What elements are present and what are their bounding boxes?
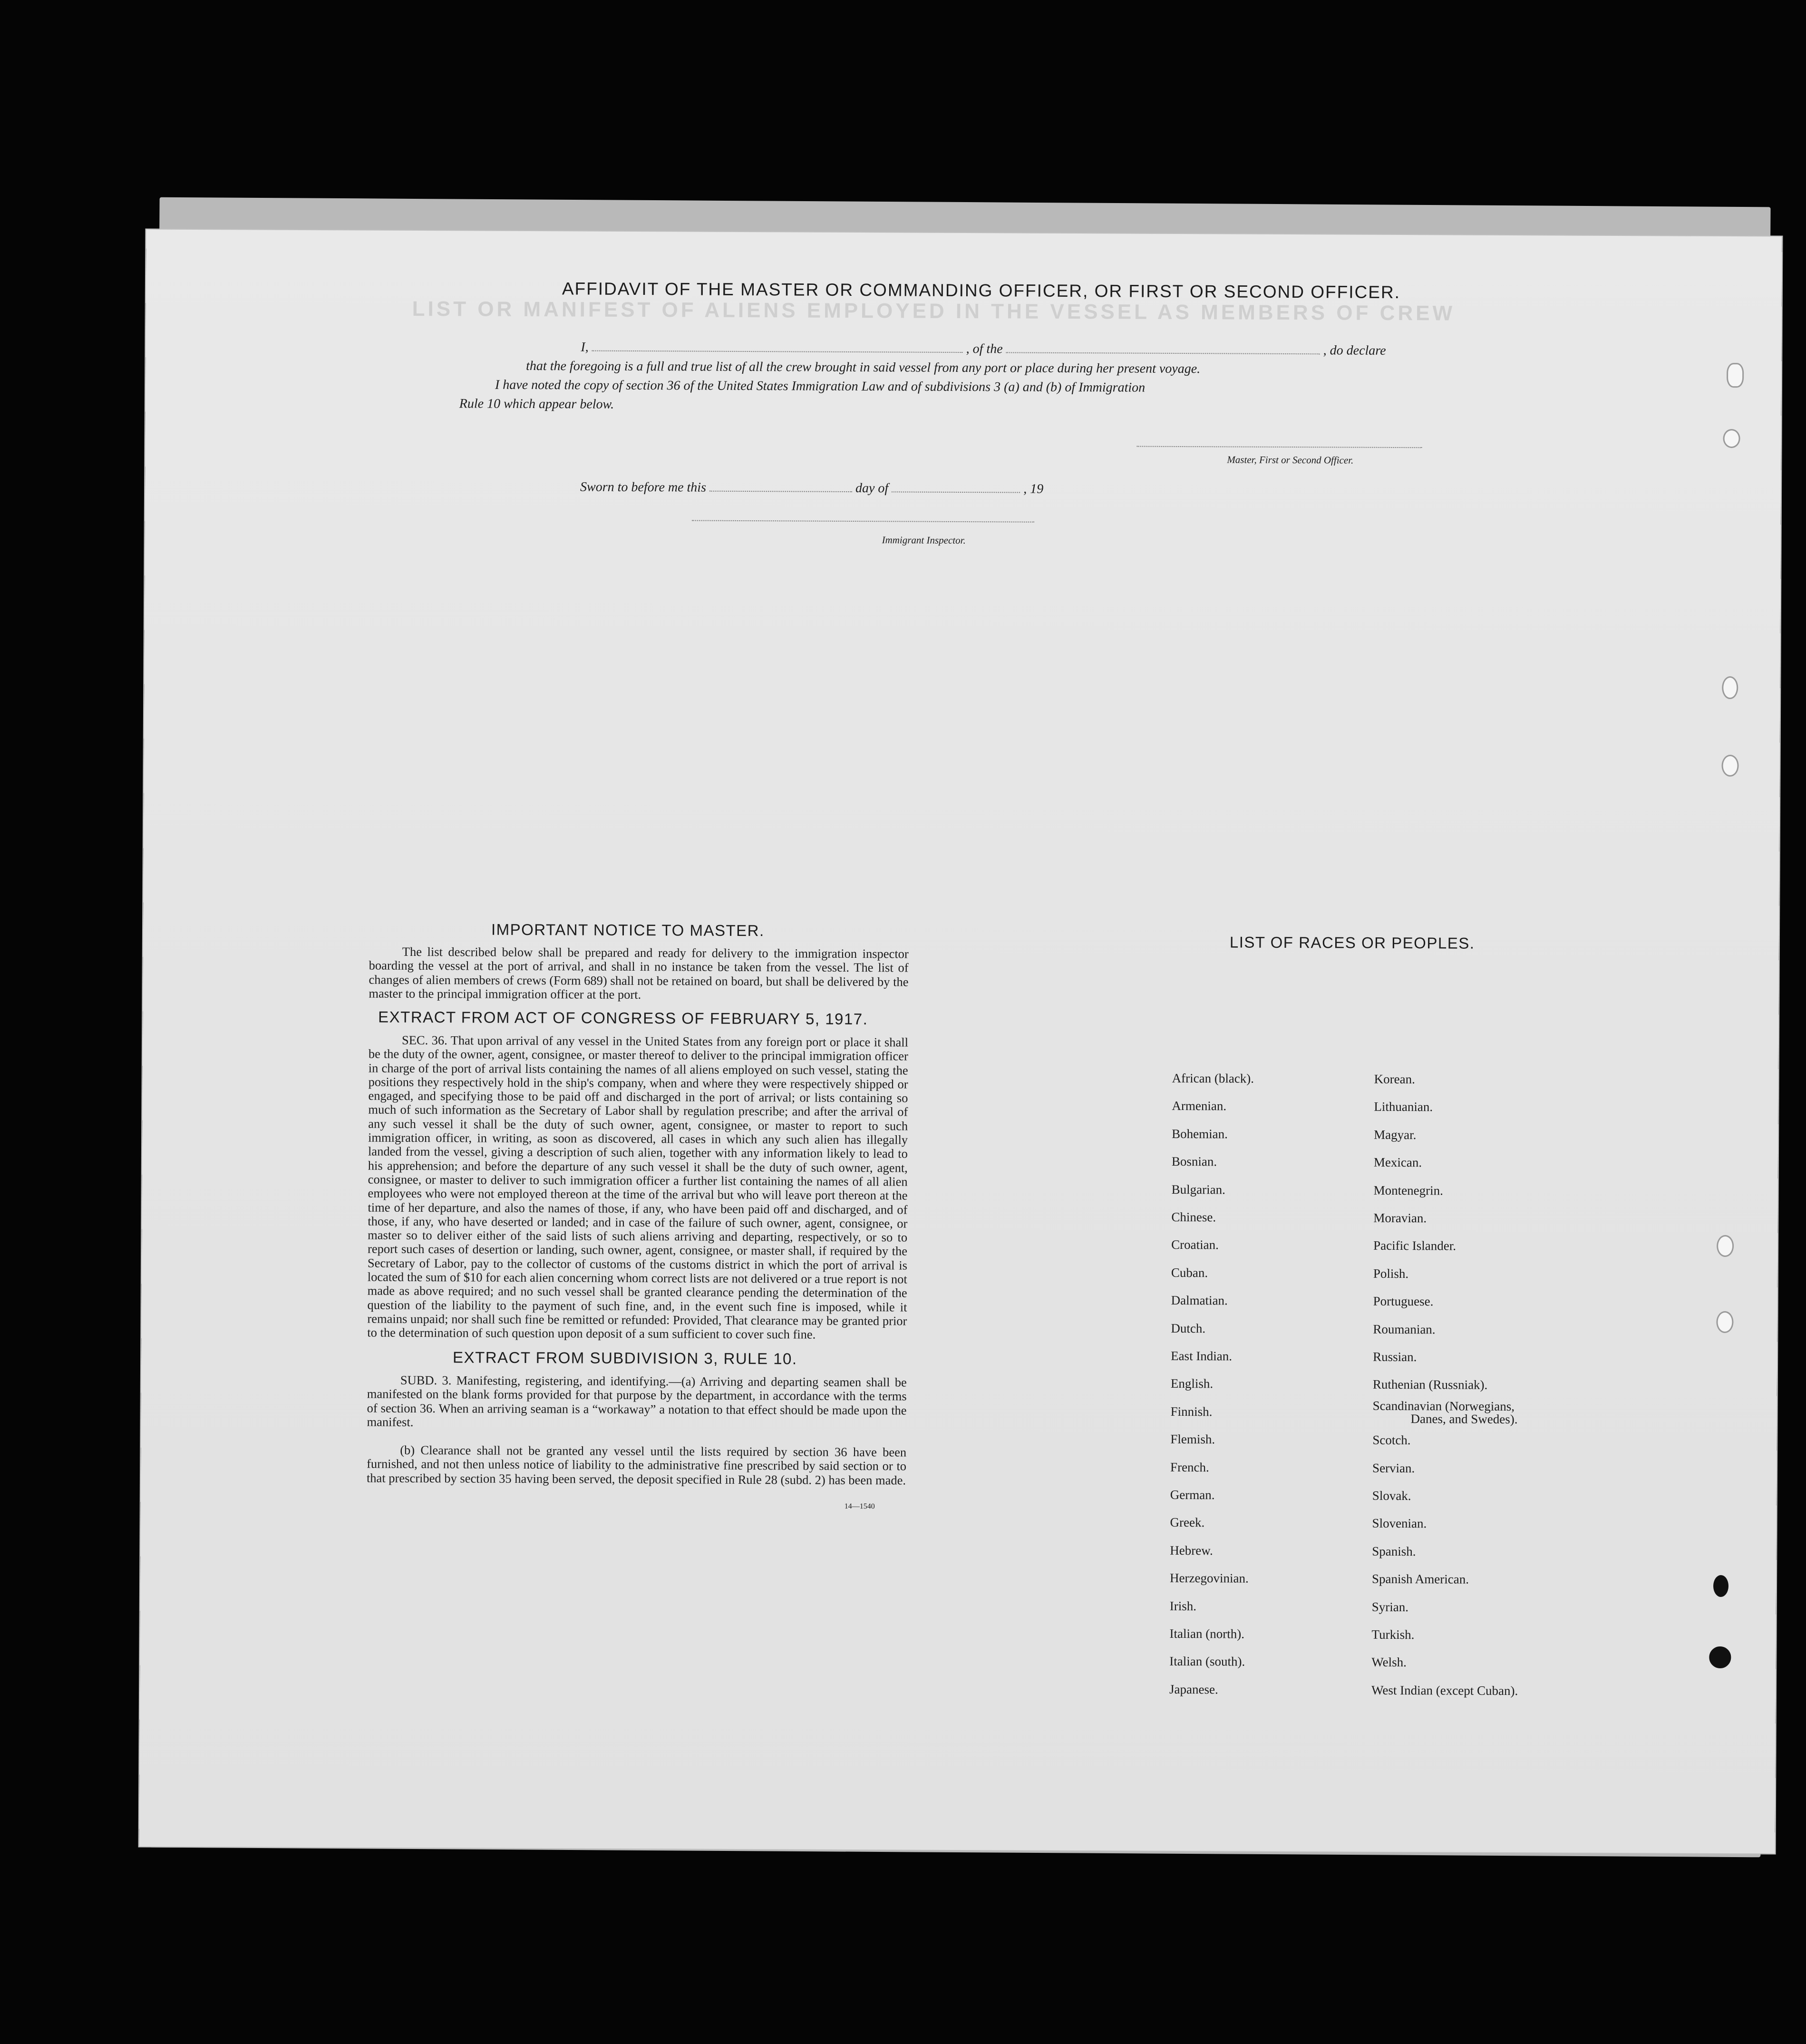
- race-item: Cuban.: [1171, 1265, 1208, 1280]
- binder-hole: [1709, 1646, 1731, 1668]
- sworn-label: Sworn to before me this: [580, 479, 707, 495]
- race-item: Herzegovinian.: [1170, 1571, 1249, 1586]
- race-item: Scandinavian (Norwegians, Danes, and Swedes).: [1372, 1398, 1518, 1426]
- race-item: African (black).: [1172, 1071, 1254, 1086]
- inspector-signature-line[interactable]: [692, 517, 1034, 523]
- race-item: Polish.: [1373, 1266, 1409, 1281]
- extract-rule-text-a: SUBD. 3. Manifesting, registering, and identifying.—(a) Arriving and departing seamen shall be manifested on the blank forms provided for that purpose by the department, in accordance with the terms of section 36. When an arriving seaman is a “workaway” a notation to that effect should be made upon the manifest.: [367, 1372, 907, 1429]
- race-item: Ruthenian (Russniak).: [1372, 1377, 1488, 1392]
- race-item: Italian (south).: [1169, 1654, 1245, 1669]
- race-item: Armenian.: [1172, 1099, 1227, 1113]
- race-item: Syrian.: [1371, 1599, 1409, 1614]
- binder-hole: [1716, 1311, 1733, 1333]
- race-item: Irish.: [1169, 1598, 1197, 1613]
- race-item: Pacific Islander.: [1373, 1238, 1456, 1253]
- binder-hole: [1713, 1575, 1728, 1597]
- extract-act-title: EXTRACT FROM ACT OF CONGRESS OF FEBRUARY 5, 1917.: [378, 1008, 868, 1028]
- affidavit-declare-label: , do declare: [1323, 343, 1386, 358]
- races-title: LIST OF RACES OR PEOPLES.: [1229, 933, 1475, 952]
- race-item: Korean.: [1374, 1071, 1415, 1087]
- inspector-label: Immigrant Inspector.: [882, 534, 966, 546]
- extract-rule-text-b: (b) Clearance shall not be granted any vessel until the lists required by section 36 have been furnished, and not then unless notice of liability to the administrative fine prescribed by said section or to that prescribed by section 35 having been served, the deposit specified in Rule 28 (subd. 2) has been made.: [366, 1442, 907, 1488]
- bleed-through-text: LIST OR MANIFEST OF ALIENS EMPLOYED IN THE VESSEL AS MEMBERS OF CREW: [412, 297, 1456, 325]
- race-item: Japanese.: [1169, 1682, 1218, 1697]
- race-item: West Indian (except Cuban).: [1371, 1683, 1518, 1698]
- affidavit-line-3: I have noted the copy of section 36 of the United States Immigration Law and of subdivisions 3 (a) and (b) of Immigration: [495, 377, 1146, 395]
- signature-label: Master, First or Second Officer.: [1227, 454, 1354, 466]
- race-item: Dutch.: [1171, 1321, 1206, 1335]
- binder-hole: [1723, 429, 1740, 448]
- form-number: 14—1540: [844, 1502, 875, 1511]
- race-item: Italian (north).: [1169, 1626, 1245, 1641]
- binder-hole: [1722, 676, 1738, 699]
- binder-hole: [1721, 755, 1738, 777]
- race-item: Finnish.: [1170, 1404, 1213, 1419]
- race-item: Welsh.: [1371, 1655, 1407, 1670]
- affidavit-line-1: [581, 340, 1386, 359]
- race-item: East Indian.: [1171, 1348, 1233, 1363]
- affidavit-of-the-label: , of the: [966, 341, 1003, 357]
- race-item: Bohemian.: [1172, 1126, 1228, 1141]
- affidavit-line-4: Rule 10 which appear below.: [459, 396, 614, 412]
- race-item: Slovenian.: [1372, 1516, 1427, 1531]
- race-item: Slovak.: [1372, 1488, 1411, 1503]
- race-item: Dalmatian.: [1171, 1293, 1228, 1308]
- race-item: Greek.: [1170, 1515, 1205, 1530]
- sworn-month-field[interactable]: [892, 488, 1020, 493]
- race-item: Spanish American.: [1372, 1571, 1469, 1587]
- race-item: Montenegrin.: [1373, 1183, 1443, 1198]
- race-item: Magyar.: [1374, 1127, 1417, 1142]
- race-item: English.: [1170, 1376, 1214, 1391]
- race-item: Lithuanian.: [1374, 1100, 1433, 1114]
- sworn-line: [580, 479, 1043, 496]
- notice-text: The list described below shall be prepared and ready for delivery to the immigration inspector boarding the vessel at the port of arrival, and shall in no instance be taken from the vessel. The list of changes of alien members of crews (Form 689) shall not be retained on board, but shall be delivered by the master to the principal immigration officer at the port.: [369, 944, 909, 1002]
- affidavit-i-label: I,: [581, 340, 589, 355]
- extract-act-text: SEC. 36. That upon arrival of any vessel in the United States from any foreign port or place it shall be the duty of the owner, agent, consignee, or master thereof to deliver to the principal immigration officer in charge of the port of arrival lists containing the names of all aliens employed on such vessel, stating the positions they respectively hold in the ship's company, when and where they were respectively shipped or engaged, and specifying those to be paid off and discharged in the port of arrival; or lists containing so much of such information as the Secretary of Labor shall by regulation prescribe; and after the arrival of any such vessel it shall be the duty of such owner, agent, consignee, or master to report to such immigration officer, in writing, as soon as discovered, all cases in which any such alien has illegally landed from the vessel, giving a description of such alien, together with any information likely to lead to his apprehension; and before the departure of any such vessel it shall be the duty of such owner, agent, consignee, or master to deliver to such immigration officer a further list containing the names of all alien employees who were not employed thereon at the time of the arrival but who will leave port thereon at the time of her departure, and also the names of those, if any, who have been paid off and discharged, and of those, if any, who have deserted or landed; and in case of the failure of such owner, agent, consignee, or master so to deliver either of the said lists of such aliens arriving and departing, respectively, or so to report such cases of desertion or landing, such owner, agent, consignee, or master shall, if required by the Secretary of Labor, pay to the collector of customs of the customs district in which the port of arrival is located the sum of $10 for each alien concerning whom correct lists are not delivered or a true report is not made as above required; and no such vessel shall be granted clearance pending the determination of the question of the liability to the payment of such fine, and, in the event such fine is imposed, while it remains unpaid; nor shall such fine be remitted or refunded: Provided, That clearance may be granted prior to the determination of such question upon deposit of a sum sufficient to cover such fine.: [367, 1032, 909, 1342]
- binder-hole: [1727, 363, 1744, 388]
- race-item: Croatian.: [1171, 1237, 1219, 1252]
- race-item: Roumanian.: [1373, 1322, 1436, 1336]
- race-item: Chinese.: [1171, 1209, 1216, 1225]
- day-of-label: day of: [855, 481, 889, 496]
- race-item: Bulgarian.: [1171, 1182, 1225, 1197]
- affidavit-title: AFFIDAVIT OF THE MASTER OR COMMANDING OFFICER, OR FIRST OR SECOND OFFICER.: [562, 279, 1401, 302]
- officer-name-field[interactable]: [592, 348, 963, 353]
- affidavit-line-2: that the foregoing is a full and true list of all the crew brought in said vessel from any port or place during her present voyage.: [526, 358, 1201, 377]
- race-item: Moravian.: [1373, 1210, 1427, 1226]
- race-item: Portuguese.: [1373, 1294, 1434, 1309]
- race-item: Scotch.: [1372, 1432, 1411, 1448]
- document-page: [139, 230, 1782, 1854]
- vessel-name-field[interactable]: [1006, 349, 1320, 354]
- race-item: French.: [1170, 1460, 1209, 1474]
- race-item: Mexican.: [1373, 1155, 1422, 1170]
- race-item: Russian.: [1373, 1349, 1417, 1364]
- binder-hole: [1717, 1235, 1734, 1257]
- race-item: Hebrew.: [1170, 1543, 1213, 1558]
- notice-title: IMPORTANT NOTICE TO MASTER.: [491, 920, 765, 940]
- extract-rule-title: EXTRACT FROM SUBDIVISION 3, RULE 10.: [453, 1348, 797, 1368]
- year-label: , 19: [1023, 481, 1044, 496]
- signature-line[interactable]: [1136, 443, 1422, 448]
- race-item: Flemish.: [1170, 1432, 1215, 1447]
- sworn-day-field[interactable]: [709, 488, 852, 492]
- race-item: Turkish.: [1371, 1627, 1415, 1642]
- race-item: Bosnian.: [1171, 1154, 1217, 1169]
- race-item: Servian.: [1372, 1460, 1415, 1475]
- race-item: German.: [1170, 1487, 1215, 1502]
- race-item: Spanish.: [1372, 1544, 1416, 1558]
